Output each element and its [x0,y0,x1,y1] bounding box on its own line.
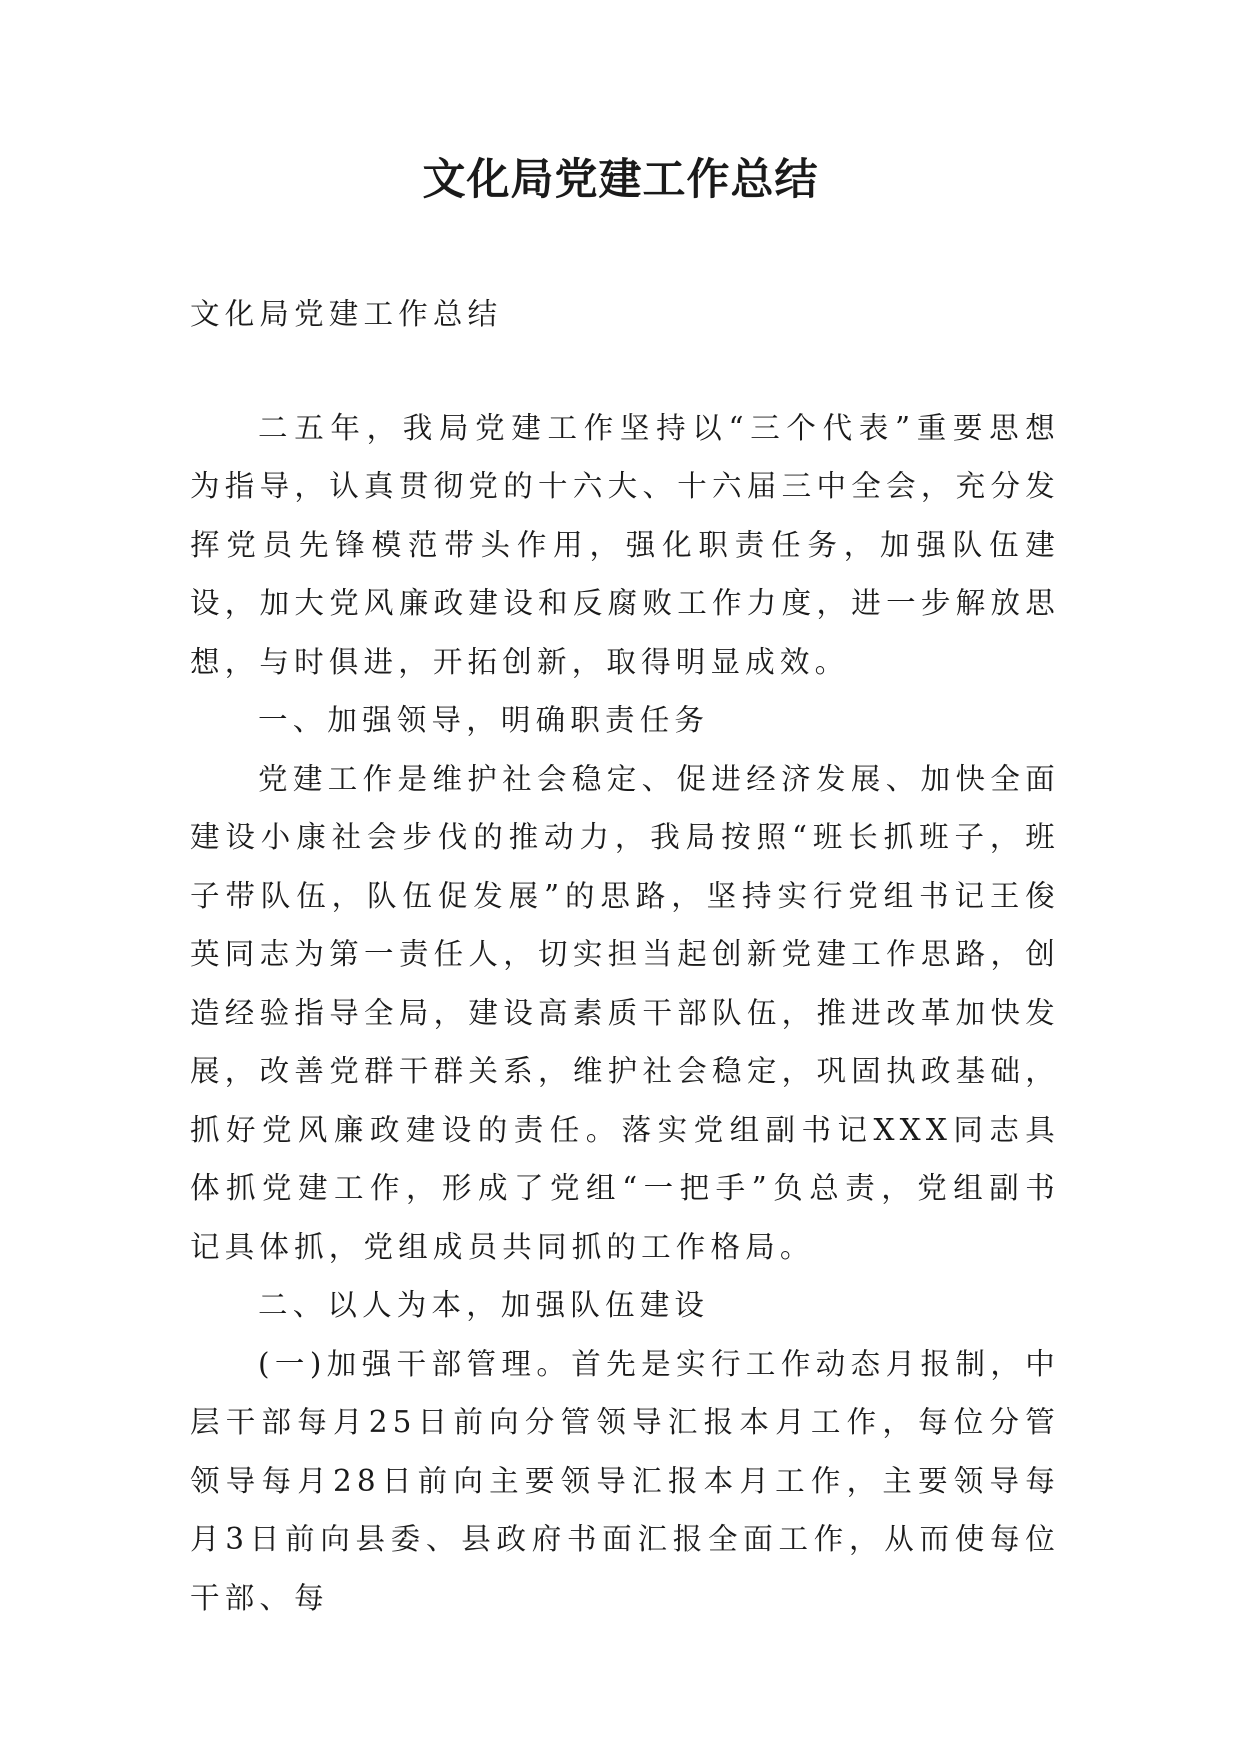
document-title: 文化局党建工作总结 [422,155,819,205]
section-heading-2: 二、以人为本，加强队伍建设 [258,1288,710,1322]
section-heading-1: 一、加强领导，明确职责任务 [258,703,710,737]
document-subtitle: 文化局党建工作总结 [190,297,503,331]
paragraph-section-1: 党建工作是维护社会稳定、促进经济发展、加快全面建设小康社会步伐的推动力，我局按照“班长抓班子，班子带队伍，队伍促发展”的思路，坚持实行党组书记王俊英同志为第一责任人，切实担当起创新党建工作思路，创造经验指导全局，建设高素质干部队伍，推进改革加快发展，改善党群干群关系，维护社会稳定，巩固执政基础，抓好党风廉政建设的责任。落实党组副书记XXX同志具体抓党建工作，形成了党组“一把手”负总责，党组副书记具体抓，党组成员共同抓的工作格局。 [190,761,1060,1264]
document-body [190,285,1060,1627]
paragraph-intro: 二五年，我局党建工作坚持以“三个代表”重要思想为指导，认真贯彻党的十六大、十六届三中全会，充分发挥党员先锋模范带头作用，强化职责任务，加强队伍建设，加大党风廉政建设和反腐败工作力度，进一步解放思想，与时俱进，开拓创新，取得明显成效。 [190,410,1060,679]
paragraph-section-2-1: (一)加强干部管理。首先是实行工作动态月报制，中层干部每月25日前向分管领导汇报本月工作，每位分管领导每月28日前向主要领导汇报本月工作，主要领导每月3日前向县委、县政府书面汇报全面工作，从而使每位干部、每 [190,1346,1060,1615]
